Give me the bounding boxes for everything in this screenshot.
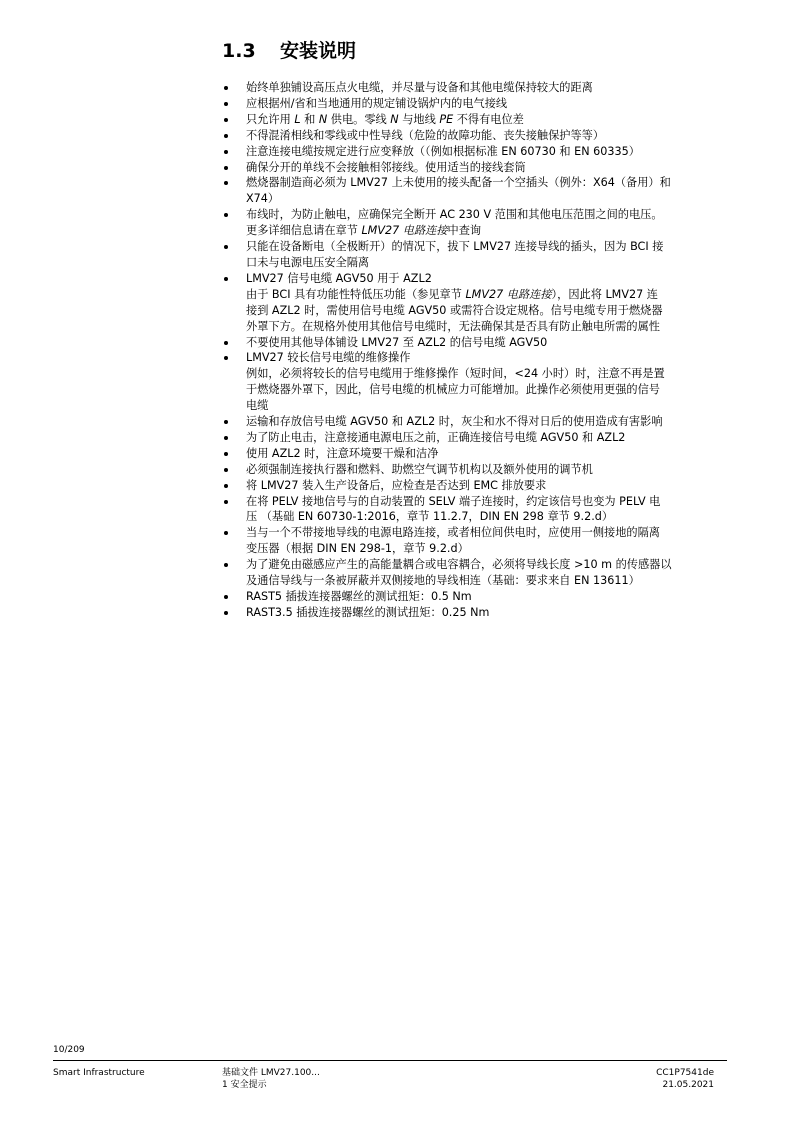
section-heading	[222, 38, 356, 64]
text-segment: LMV27 信号电缆 AGV50 用于 AZL2	[246, 271, 432, 285]
list-item	[222, 144, 722, 160]
bullet-icon	[224, 118, 228, 122]
list-item-line	[246, 80, 722, 96]
footer-doc-section: 1 安全提示	[222, 1080, 267, 1090]
bullet-icon	[224, 356, 228, 360]
list-item-line	[246, 335, 722, 351]
text-segment: ），因此将 LMV27 连	[551, 287, 658, 301]
text-segment: 燃烧器制造商必须为 LMV27 上未使用的接头配备一个空插头（例外：X64（备用）和	[246, 176, 671, 190]
list-item-line	[246, 112, 722, 128]
bullet-icon	[224, 436, 228, 440]
bullet-icon	[224, 245, 228, 249]
bullet-icon	[224, 134, 228, 138]
list-item	[222, 462, 722, 478]
bullet-icon	[224, 468, 228, 472]
text-segment: 运输和存放信号电缆 AGV50 和 AZL2 时，灰尘和水不得对日后的使用造成有害影响	[246, 415, 663, 429]
list-item-line	[246, 96, 722, 112]
list-item	[222, 271, 722, 335]
list-item-line	[246, 446, 722, 462]
bullet-icon	[224, 563, 228, 567]
text-segment: 在将 PELV 接地信号与的自动装置的 SELV 端子连接时，约定该信号也变为 PELV 电	[246, 494, 661, 508]
text-segment: 和	[300, 112, 319, 126]
text-segment: RAST5 插拔连接器螺丝的测试扭矩：0.5 Nm	[246, 590, 472, 603]
text-segment: LMV27 较长信号电缆的维修操作	[246, 351, 411, 365]
italic-term: PE	[439, 112, 454, 126]
text-segment: 电缆	[246, 399, 269, 413]
list-item	[222, 160, 722, 176]
list-item	[222, 335, 722, 351]
text-segment: RAST3.5 插拔连接器螺丝的测试扭矩：0.25 Nm	[246, 605, 490, 619]
text-segment: 必须强制连接执行器和燃料、助燃空气调节机构以及额外使用的调节机	[246, 462, 593, 476]
bullet-icon	[224, 150, 228, 154]
list-item-line	[246, 478, 722, 494]
italic-term: L	[294, 112, 301, 126]
list-item-line	[246, 350, 722, 366]
list-item	[222, 557, 722, 589]
italic-term: N	[318, 112, 328, 126]
footer-document-info	[222, 1067, 320, 1091]
text-segment: 为了防止电击，注意接通电源电压之前，正确连接信号电缆 AGV50 和 AZL2	[246, 430, 626, 444]
list-item-line	[246, 223, 722, 239]
list-item-line	[246, 382, 722, 398]
bullet-icon	[224, 277, 228, 281]
list-item	[222, 96, 722, 112]
list-item-line	[246, 303, 722, 319]
list-item-line	[246, 398, 722, 414]
list-item	[222, 430, 722, 446]
text-segment: 中查询	[447, 224, 482, 238]
footer-doc-code: CC1P7541de	[656, 1068, 714, 1078]
list-item-line	[246, 239, 722, 255]
text-segment: 不得混淆相线和零线或中性导线（危险的故障功能、丧失接触保护等等）	[246, 128, 605, 142]
list-item	[222, 80, 722, 96]
list-item	[222, 414, 722, 430]
list-item-line	[246, 160, 722, 176]
text-segment: 接到 AZL2 时，需使用信号电缆 AGV50 或需符合设定规格。信号电缆专用于燃烧器	[246, 303, 663, 317]
list-item	[222, 446, 722, 462]
bullet-icon	[224, 102, 228, 106]
text-segment: 及通信导线与一条被屏蔽并双侧接地的导线相连（基础：要求来自 EN 13611）	[246, 574, 640, 588]
list-item-line	[246, 541, 722, 557]
footer-document-meta	[656, 1067, 714, 1091]
text-segment: 变压器（根据 DIN EN 298-1，章节 9.2.d）	[246, 542, 469, 556]
bullet-icon	[224, 531, 228, 535]
list-item	[222, 239, 722, 271]
text-segment: 外罩下方。在规格外使用其他信号电缆时，无法确保其是否具有防止触电所需的属性	[246, 319, 660, 333]
installation-notes-list	[222, 80, 722, 621]
list-item-line	[246, 494, 722, 510]
list-item	[222, 605, 722, 621]
text-segment: 注意连接电缆按规定进行应变释放（（例如根据标准 EN 60730 和 EN 60335）	[246, 144, 640, 158]
bullet-icon	[224, 484, 228, 488]
list-item-line	[246, 605, 722, 621]
list-item	[222, 494, 722, 526]
text-segment: 应根据州/省和当地通用的规定铺设锅炉内的电气接线	[246, 96, 508, 110]
list-item-line	[246, 573, 722, 589]
text-segment: 于燃烧器外罩下，因此，信号电缆的机械应力可能增加。此操作必须使用更强的信号	[246, 383, 660, 397]
bullet-icon	[224, 341, 228, 345]
list-item	[222, 478, 722, 494]
list-item-line	[246, 557, 722, 573]
text-segment: 由于 BCI 具有功能性特低压功能（参见章节	[246, 287, 466, 301]
text-segment: 将 LMV27 装入生产设备后，应检查是否达到 EMC 排放要求	[246, 478, 547, 492]
section-title: 安装说明	[280, 40, 357, 62]
list-item-line	[246, 414, 722, 430]
text-segment: 更多详细信息请在章节	[246, 224, 362, 238]
footer-doc-date: 21.05.2021	[662, 1080, 714, 1090]
list-item	[222, 112, 722, 128]
italic-term: N	[390, 112, 399, 126]
list-item-line	[246, 509, 722, 525]
footer-doc-title: 基础文件 LMV27.100...	[222, 1068, 320, 1078]
list-item	[222, 207, 722, 239]
bullet-icon	[224, 86, 228, 90]
page-number: 10/209	[53, 1045, 85, 1055]
list-item-line	[246, 287, 722, 303]
bullet-icon	[224, 595, 228, 599]
text-segment: 确保分开的单线不会接触相邻接线。使用适当的接线套筒	[246, 160, 526, 174]
list-item-line	[246, 430, 722, 446]
list-item-line	[246, 319, 722, 335]
list-item	[222, 350, 722, 414]
list-item	[222, 128, 722, 144]
text-segment: 当与一个不带接地导线的电源电路连接，或者相位间供电时，应使用一侧接地的隔离	[246, 526, 660, 540]
text-segment: 与地线	[398, 112, 440, 126]
bullet-icon	[224, 181, 228, 185]
bullet-icon	[224, 500, 228, 504]
section-number: 1.3	[222, 40, 256, 62]
text-segment: 只允许用	[246, 112, 295, 126]
bullet-icon	[224, 611, 228, 615]
list-item	[222, 589, 722, 605]
text-segment: 不得有电位差	[453, 112, 524, 126]
italic-term: LMV27 电路连接	[465, 287, 552, 301]
text-segment: 供电。零线	[327, 112, 391, 126]
list-item-line	[246, 366, 722, 382]
list-item-line	[246, 128, 722, 144]
list-item-line	[246, 589, 722, 605]
list-item-line	[246, 144, 722, 160]
list-item	[222, 175, 722, 207]
text-segment: 压 （基础 EN 60730-1:2016，章节 11.2.7，DIN EN 298 章节 9.2.d）	[246, 510, 614, 524]
text-segment: 口未与电源电压安全隔离	[246, 255, 370, 269]
list-item-line	[246, 255, 722, 271]
bullet-icon	[224, 213, 228, 217]
text-segment: 始终单独铺设高压点火电缆，并尽量与设备和其他电缆保持较大的距离	[246, 81, 593, 94]
text-segment: 不要使用其他导体铺设 LMV27 至 AZL2 的信号电缆 AGV50	[246, 335, 548, 349]
text-segment: 为了避免由磁感应产生的高能量耦合或电容耦合，必须将导线长度 >10 m 的传感器以	[246, 558, 672, 572]
bullet-icon	[224, 452, 228, 456]
bullet-icon	[224, 420, 228, 424]
text-segment: 只能在设备断电（全极断开）的情况下，拔下 LMV27 连接导线的插头，因为 BCI 接	[246, 240, 664, 254]
italic-term: LMV27 电路连接	[361, 224, 448, 238]
text-segment: X74）	[246, 192, 280, 206]
list-item-line	[246, 271, 722, 287]
list-item-line	[246, 525, 722, 541]
text-segment: 使用 AZL2 时，注意环境要干燥和洁净	[246, 446, 439, 460]
list-item-line	[246, 207, 722, 223]
footer-company: Smart Infrastructure	[53, 1068, 145, 1078]
text-segment: 例如，必须将较长的信号电缆用于维修操作（短时间，<24 小时）时，注意不再是置	[246, 367, 665, 381]
bullet-icon	[224, 166, 228, 170]
list-item-line	[246, 175, 722, 191]
list-item-line	[246, 191, 722, 207]
text-segment: 布线时，为防止触电，应确保完全断开 AC 230 V 范围和其他电压范围之间的电压。	[246, 208, 663, 222]
list-item-line	[246, 462, 722, 478]
footer-divider	[53, 1060, 727, 1061]
list-item	[222, 525, 722, 557]
